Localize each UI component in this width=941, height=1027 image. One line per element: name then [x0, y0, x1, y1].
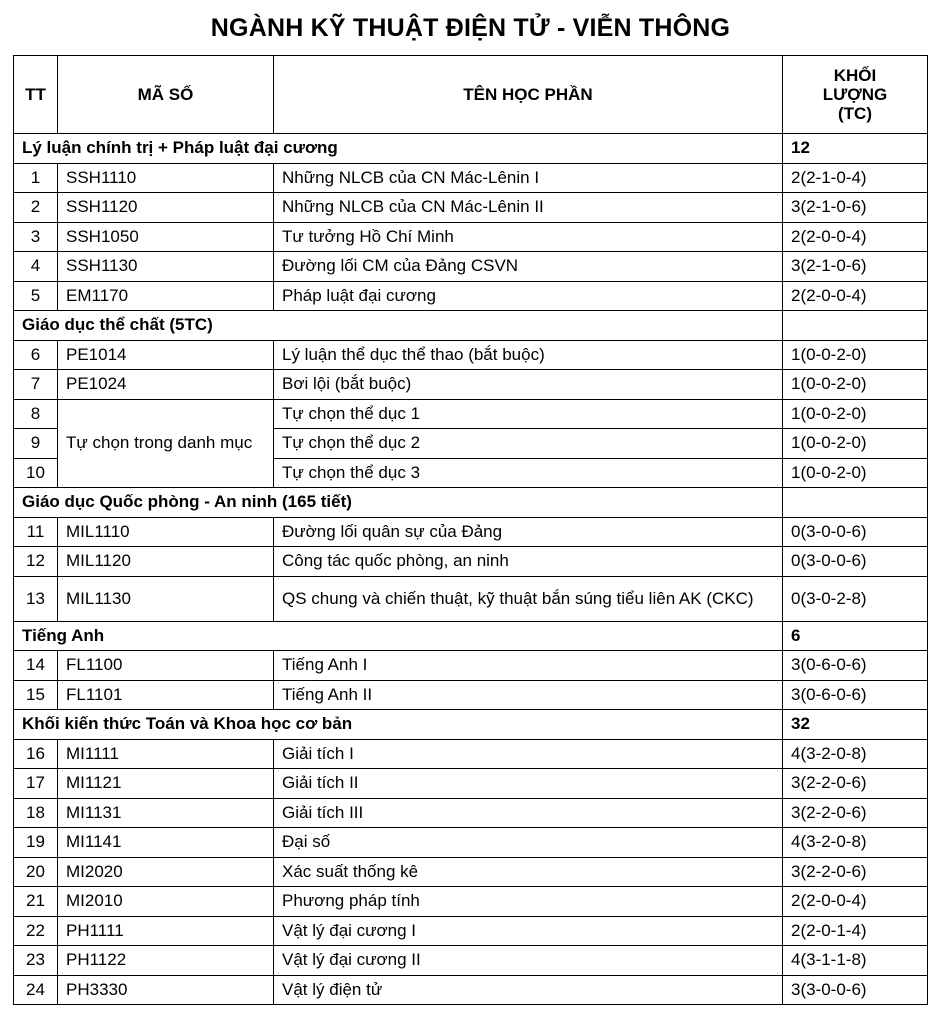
section-name: Lý luận chính trị + Pháp luật đại cương — [14, 134, 783, 164]
row-credits: 3(0-6-0-6) — [783, 651, 928, 681]
header-ten-hoc-phan: TÊN HỌC PHẦN — [274, 56, 783, 134]
table-row — [14, 946, 928, 976]
row-code: SSH1110 — [58, 163, 274, 193]
row-credits: 4(3-2-0-8) — [783, 828, 928, 858]
row-name: Công tác quốc phòng, an ninh — [274, 547, 783, 577]
section-credits: 12 — [783, 134, 928, 164]
row-name: Tự chọn thể dục 3 — [274, 458, 783, 488]
row-name: Phương pháp tính — [274, 887, 783, 917]
row-name: Vật lý đại cương II — [274, 946, 783, 976]
row-name: Tư tưởng Hồ Chí Minh — [274, 222, 783, 252]
table-row — [14, 769, 928, 799]
header-tt: TT — [14, 56, 58, 134]
table-row — [14, 399, 928, 429]
row-tt: 16 — [14, 739, 58, 769]
row-code: EM1170 — [58, 281, 274, 311]
row-tt: 21 — [14, 887, 58, 917]
row-name: Giải tích II — [274, 769, 783, 799]
header-khoi-luong-line2: LƯỢNG — [822, 85, 888, 104]
row-name: Vật lý điện tử — [274, 975, 783, 1005]
table-row — [14, 916, 928, 946]
row-credits: 3(2-1-0-6) — [783, 193, 928, 223]
row-name: Pháp luật đại cương — [274, 281, 783, 311]
section-row — [14, 710, 928, 740]
row-credits: 3(2-2-0-6) — [783, 769, 928, 799]
row-tt: 13 — [14, 576, 58, 621]
row-code: PH3330 — [58, 975, 274, 1005]
table-row — [14, 828, 928, 858]
curriculum-table — [13, 55, 928, 1005]
row-code: PH1122 — [58, 946, 274, 976]
header-khoi-luong-line3: (TC) — [838, 104, 872, 123]
row-tt: 2 — [14, 193, 58, 223]
row-credits: 3(2-1-0-6) — [783, 252, 928, 282]
row-name: Tự chọn thể dục 2 — [274, 429, 783, 459]
row-tt: 7 — [14, 370, 58, 400]
section-credits: 6 — [783, 621, 928, 651]
row-name: Những NLCB của CN Mác-Lênin I — [274, 163, 783, 193]
row-credits: 3(3-0-0-6) — [783, 975, 928, 1005]
row-credits: 3(2-2-0-6) — [783, 857, 928, 887]
header-ma-so: MÃ SỐ — [58, 56, 274, 134]
row-credits: 0(3-0-0-6) — [783, 517, 928, 547]
table-row — [14, 547, 928, 577]
section-row — [14, 488, 928, 518]
table-row — [14, 517, 928, 547]
row-code: PE1014 — [58, 340, 274, 370]
row-code: MI2010 — [58, 887, 274, 917]
section-credits — [783, 311, 928, 341]
row-credits: 1(0-0-2-0) — [783, 370, 928, 400]
row-name: Tự chọn thể dục 1 — [274, 399, 783, 429]
row-tt: 3 — [14, 222, 58, 252]
row-credits: 2(2-0-0-4) — [783, 222, 928, 252]
row-name: Tiếng Anh I — [274, 651, 783, 681]
table-row — [14, 576, 928, 621]
header-khoi-luong — [783, 56, 928, 134]
section-name: Giáo dục Quốc phòng - An ninh (165 tiết) — [14, 488, 783, 518]
row-name: QS chung và chiến thuật, kỹ thuật bắn súng tiểu liên AK (CKC) — [274, 576, 783, 621]
row-credits: 3(2-2-0-6) — [783, 798, 928, 828]
row-tt: 18 — [14, 798, 58, 828]
row-tt: 22 — [14, 916, 58, 946]
row-name: Bơi lội (bắt buộc) — [274, 370, 783, 400]
section-name: Tiếng Anh — [14, 621, 783, 651]
row-credits: 1(0-0-2-0) — [783, 458, 928, 488]
section-name: Khối kiến thức Toán và Khoa học cơ bản — [14, 710, 783, 740]
section-row — [14, 311, 928, 341]
row-tt: 20 — [14, 857, 58, 887]
row-code: MI2020 — [58, 857, 274, 887]
row-code: MI1141 — [58, 828, 274, 858]
row-credits: 0(3-0-2-8) — [783, 576, 928, 621]
table-row — [14, 739, 928, 769]
row-tt: 23 — [14, 946, 58, 976]
row-credits: 2(2-0-0-4) — [783, 887, 928, 917]
row-credits: 2(2-0-1-4) — [783, 916, 928, 946]
table-row — [14, 281, 928, 311]
row-name: Giải tích I — [274, 739, 783, 769]
row-credits: 2(2-0-0-4) — [783, 281, 928, 311]
row-name: Đường lối CM của Đảng CSVN — [274, 252, 783, 282]
table-row — [14, 975, 928, 1005]
table-row — [14, 252, 928, 282]
table-row — [14, 193, 928, 223]
row-tt: 10 — [14, 458, 58, 488]
section-row — [14, 134, 928, 164]
row-tt: 11 — [14, 517, 58, 547]
row-code: SSH1130 — [58, 252, 274, 282]
row-name: Xác suất thống kê — [274, 857, 783, 887]
row-credits: 4(3-2-0-8) — [783, 739, 928, 769]
row-name: Những NLCB của CN Mác-Lênin II — [274, 193, 783, 223]
row-credits: 4(3-1-1-8) — [783, 946, 928, 976]
row-tt: 9 — [14, 429, 58, 459]
row-code: SSH1050 — [58, 222, 274, 252]
row-code: SSH1120 — [58, 193, 274, 223]
table-row — [14, 370, 928, 400]
section-name: Giáo dục thể chất (5TC) — [14, 311, 783, 341]
row-code: MI1111 — [58, 739, 274, 769]
row-credits: 1(0-0-2-0) — [783, 399, 928, 429]
row-name: Đại số — [274, 828, 783, 858]
row-tt: 19 — [14, 828, 58, 858]
table-header-row — [14, 56, 928, 134]
table-row — [14, 163, 928, 193]
row-code: FL1100 — [58, 651, 274, 681]
page-title: NGÀNH KỸ THUẬT ĐIỆN TỬ - VIỄN THÔNG — [210, 14, 731, 42]
row-code: PE1024 — [58, 370, 274, 400]
row-tt: 12 — [14, 547, 58, 577]
row-tt: 17 — [14, 769, 58, 799]
row-name: Vật lý đại cương I — [274, 916, 783, 946]
row-credits: 1(0-0-2-0) — [783, 340, 928, 370]
row-tt: 24 — [14, 975, 58, 1005]
table-row — [14, 857, 928, 887]
row-name: Đường lối quân sự của Đảng — [274, 517, 783, 547]
row-credits: 0(3-0-0-6) — [783, 547, 928, 577]
elective-group-cell: Tự chọn trong danh mục — [58, 399, 274, 488]
header-khoi-luong-line1: KHỐI — [833, 66, 877, 85]
row-tt: 15 — [14, 680, 58, 710]
table-row — [14, 798, 928, 828]
row-code: MI1121 — [58, 769, 274, 799]
row-tt: 4 — [14, 252, 58, 282]
table-row — [14, 651, 928, 681]
row-credits: 2(2-1-0-4) — [783, 163, 928, 193]
table-row — [14, 887, 928, 917]
row-tt: 8 — [14, 399, 58, 429]
row-tt: 1 — [14, 163, 58, 193]
row-code: MIL1120 — [58, 547, 274, 577]
row-tt: 6 — [14, 340, 58, 370]
table-row — [14, 680, 928, 710]
row-credits: 3(0-6-0-6) — [783, 680, 928, 710]
row-name: Lý luận thể dục thể thao (bắt buộc) — [274, 340, 783, 370]
row-credits: 1(0-0-2-0) — [783, 429, 928, 459]
row-code: MIL1130 — [58, 576, 274, 621]
row-tt: 5 — [14, 281, 58, 311]
section-credits — [783, 488, 928, 518]
row-name: Tiếng Anh II — [274, 680, 783, 710]
row-name: Giải tích III — [274, 798, 783, 828]
section-credits: 32 — [783, 710, 928, 740]
row-code: FL1101 — [58, 680, 274, 710]
table-row — [14, 222, 928, 252]
row-code: MI1131 — [58, 798, 274, 828]
table-row — [14, 340, 928, 370]
section-row — [14, 621, 928, 651]
row-code: MIL1110 — [58, 517, 274, 547]
row-code: PH1111 — [58, 916, 274, 946]
row-tt: 14 — [14, 651, 58, 681]
